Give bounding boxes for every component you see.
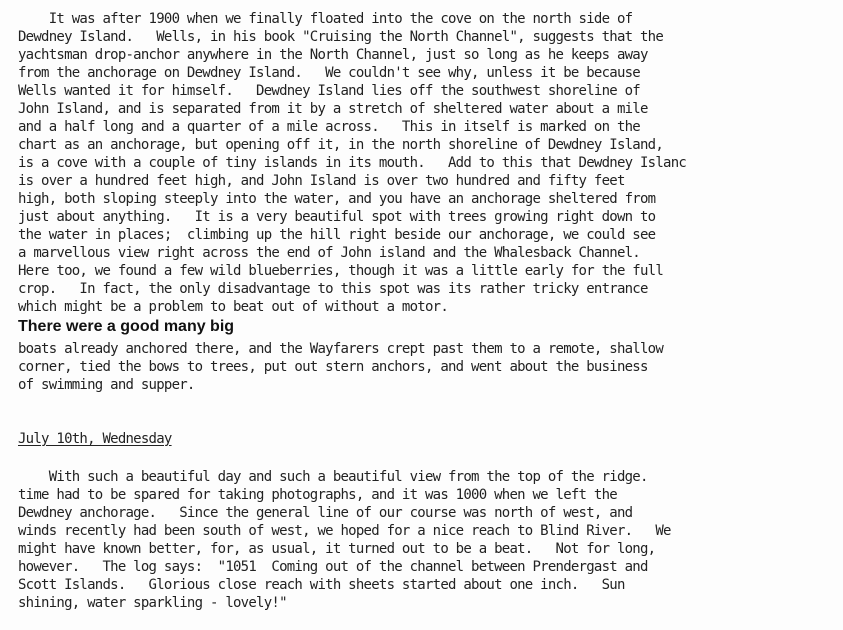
text-line: Scott Islands. Glorious close reach with sheets started about one inch. Sun (18, 577, 625, 593)
text-line: Wells wanted it for himself. Dewdney Island lies off the southwest shoreline of (18, 83, 640, 99)
text-line: the water in places; climbing up the hill right beside our anchorage, we could see (18, 227, 656, 243)
text-line: which might be a problem to beat out of without a motor. (18, 299, 449, 315)
text-line: might have known better, for, as usual, it turned out to be a beat. Not for long, (18, 541, 656, 557)
text-line: With such a beautiful day and such a beautiful view from the top of the ridge. (18, 469, 648, 485)
text-line: Dewdney anchorage. Since the general line of our course was north of west, and (18, 505, 633, 521)
text-line: yachtsman drop-anchor anywhere in the North Channel, just so long as he keeps away (18, 47, 648, 63)
text-line: Here too, we found a few wild blueberries, though it was a little early for the full (18, 263, 664, 279)
text-line: crop. In fact, the only disadvantage to this spot was its rather tricky entrance (18, 281, 648, 297)
text-line: from the anchorage on Dewdney Island. We couldn't see why, unless it be because (18, 65, 640, 81)
text-line: of swimming and supper. (18, 377, 195, 393)
text-line: winds recently had been south of west, we hoped for a nice reach to Blind River. We (18, 523, 671, 539)
text-line: is a cove with a couple of tiny islands in its mouth. Add to this that Dewdney Islanc (18, 155, 687, 171)
text-line: John Island, and is separated from it by a stretch of sheltered water about a mile (18, 101, 648, 117)
text-line: It was after 1900 when we finally floated into the cove on the north side of (18, 11, 633, 27)
text-line: corner, tied the bows to trees, put out stern anchors, and went about the business (18, 359, 648, 375)
inserted-bold-line: There were a good many big (18, 318, 235, 335)
text-line: however. The log says: "1051 Coming out of the channel between Prendergast and (18, 559, 648, 575)
text-line: shining, water sparkling - lovely!" (18, 595, 287, 611)
text-line: chart as an anchorage, but opening off it, in the north shoreline of Dewdney Island, (18, 137, 664, 153)
text-line: and a half long and a quarter of a mile across. This in itself is marked on the (18, 119, 640, 135)
text-line: just about anything. It is a very beautiful spot with trees growing right down to (18, 209, 656, 225)
text-line: time had to be spared for taking photographs, and it was 1000 when we left the (18, 487, 617, 503)
text-line: a marvellous view right across the end of John island and the Whalesback Channel. (18, 245, 640, 261)
text-line: is over a hundred feet high, and John Island is over two hundred and fifty feet (18, 173, 625, 189)
text-line: boats already anchored there, and the Wayfarers crept past them to a remote, shallow (18, 341, 664, 357)
text-line: Dewdney Island. Wells, in his book "Cruising the North Channel", suggests that the (18, 29, 664, 45)
date-heading: July 10th, Wednesday (18, 431, 172, 447)
text-line: high, both sloping steeply into the water, and you have an anchorage sheltered from (18, 191, 656, 207)
